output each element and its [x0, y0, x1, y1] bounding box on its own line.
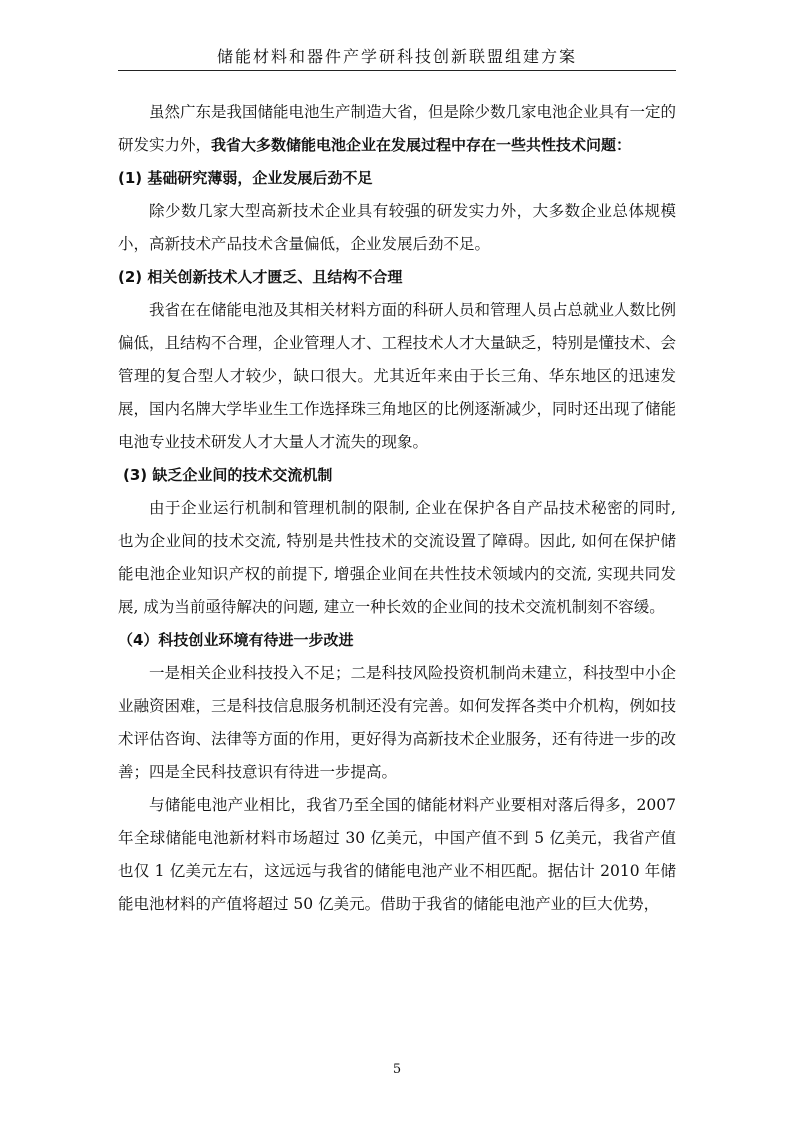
intro-paragraph: [118, 96, 676, 162]
section-heading-1: (1) 基础研究薄弱，企业发展后劲不足: [118, 169, 373, 187]
section-heading-4: （4）科技创业环境有待进一步改进: [118, 631, 354, 649]
paragraph-1: 除少数几家大型高新技术企业具有较强的研发实力外，大多数企业总体规模小，高新技术产品技术含量偏低，企业发展后劲不足。: [118, 202, 676, 253]
section-heading-3: (3) 缺乏企业间的技术交流机制: [123, 466, 333, 484]
intro-bold-text: 我省大多数储能电池企业在发展过程中存在一些共性技术问题：: [211, 136, 632, 154]
section-heading-2: (2) 相关创新技术人才匮乏、且结构不合理: [118, 268, 403, 286]
paragraph-4: 一是相关企业科技投入不足；二是科技风险投资机制尚未建立，科技型中小企业融资困难，三是科技信息服务机制还没有完善。如何发挥各类中介机构，例如技术评估咨询、法律等方面的作用，更好得为高新技术企业服务，还有待进一步的改善；四是全民科技意识有待进一步提高。: [118, 664, 677, 781]
page-number: 5: [392, 1062, 402, 1077]
intro-text: 虽然广东是我国储能电池生产制造大省，但是除少数几家电池企业具有一定的研发实力外，: [118, 103, 677, 154]
page-body: [118, 96, 676, 921]
paragraph-5: 与储能电池产业相比，我省乃至全国的储能材料产业要相对落后得多，2007年全球储能电池新材料市场超过 30 亿美元，中国产值不到 5 亿美元，我省产值也仅 1 亿美元左右，这远远与我省的储能电池产业不相匹配。据估计 2010 年储能电池材料的产值将超过 50 亿美元。借助于我省的储能电池产业的巨大优势，: [118, 796, 676, 913]
paragraph-3: 由于企业运行机制和管理机制的限制, 企业在保护各自产品技术秘密的同时, 也为企业间的技术交流, 特别是共性技术的交流设置了障碍。因此, 如何在保护储能电池企业知识产权的前提下, 增强企业间在共性技术领域内的交流, 实现共同发展, 成为当前亟待解决的问题, 建立一种长效的企业间的技术交流机制刻不容缓。: [118, 499, 676, 616]
running-header: 储能材料和器件产学研科技创新联盟组建方案: [216, 47, 577, 66]
paragraph-2: 我省在在储能电池及其相关材料方面的科研人员和管理人员占总就业人数比例偏低，且结构不合理，企业管理人才、工程技术人才大量缺乏，特别是懂技术、会管理的复合型人才较少，缺口很大。尤其近年来由于长三角、华东地区的迅速发展，国内名牌大学毕业生工作选择珠三角地区的比例逐渐减少，同时还出现了储能电池专业技术研发人才大量人才流失的现象。: [118, 301, 677, 451]
header-divider: [118, 70, 676, 71]
